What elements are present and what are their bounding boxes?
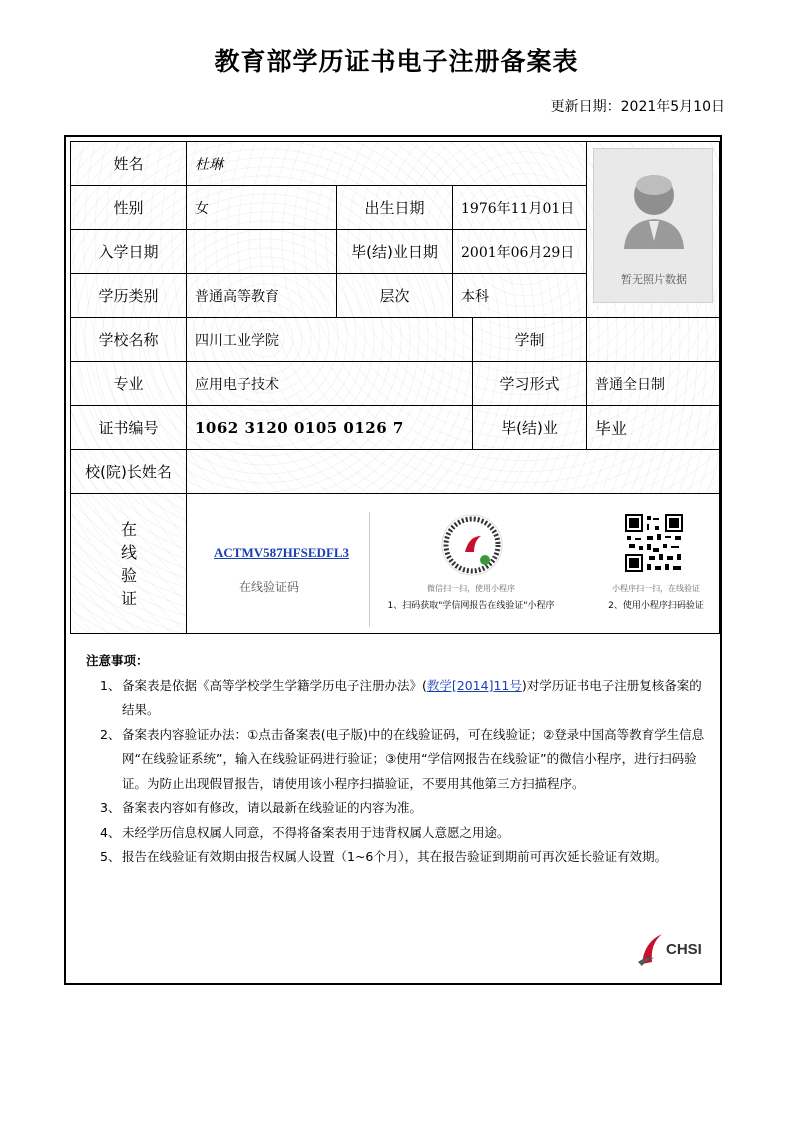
study-form-label: 学习形式 — [473, 362, 587, 406]
chsi-bird-icon — [636, 932, 666, 966]
note-text: )对学历证书电子注册复核备案的结果。 — [122, 677, 702, 717]
note-item — [86, 821, 706, 846]
major-value: 应用电子技术 — [187, 362, 473, 406]
note-text: 报告在线验证有效期由报告权属人设置（1~6个月），其在报告验证到期前可再次延长验证有效期。 — [122, 849, 668, 864]
name-value: 杜琳 — [187, 142, 587, 186]
birth-label: 出生日期 — [337, 186, 453, 230]
principal-value — [187, 450, 719, 494]
page-title: 教育部学历证书电子注册备案表 — [214, 47, 579, 76]
mini-program-caption: 1、扫码获取"学信网报告在线验证"小程序 — [387, 601, 555, 611]
grad-date-value: 2001年06月29日 — [453, 230, 587, 274]
person-placeholder-icon — [594, 149, 714, 269]
verify-char-2: 线 — [120, 542, 137, 562]
name-label: 姓名 — [71, 142, 187, 186]
note-text: 备案表内容如有修改，请以最新在线验证的内容为准。 — [122, 800, 423, 815]
grad-status-value: 毕业 — [587, 406, 719, 450]
mini-program-code-icon — [441, 514, 503, 576]
note-number: 5、 — [100, 849, 121, 864]
photo-text: 暂无照片数据 — [621, 273, 687, 286]
birth-value: 1976年11月01日 — [453, 186, 587, 230]
enroll-value — [187, 230, 337, 274]
principal-label: 校(院)长姓名 — [71, 450, 187, 494]
regulation-link[interactable]: 教学[2014]11号 — [426, 677, 522, 693]
info-table — [70, 141, 720, 634]
edu-type-value: 普通高等教育 — [187, 274, 337, 318]
qr-code-icon — [623, 512, 685, 574]
mini-program-hint: 微信扫一扫，使用小程序 — [427, 584, 515, 593]
chsi-logo — [636, 932, 702, 966]
major-label: 专业 — [71, 362, 187, 406]
registration-form — [64, 135, 722, 985]
qr-caption: 2、使用小程序扫码验证 — [608, 601, 704, 611]
note-text: 备案表是依据《高等学校学生学籍学历电子注册办法》( — [122, 677, 427, 693]
note-text: 未经学历信息权属人同意，不得将备案表用于违背权属人意愿之用途。 — [122, 824, 510, 840]
qr-hint: 小程序扫一扫，在线验证 — [612, 584, 700, 593]
level-value: 本科 — [453, 274, 587, 318]
cert-label: 证书编号 — [71, 406, 187, 450]
divider — [369, 512, 370, 627]
note-item — [86, 723, 706, 797]
study-form-value: 普通全日制 — [587, 362, 719, 406]
level-label: 层次 — [337, 274, 453, 318]
photo-placeholder — [593, 148, 713, 303]
note-item — [86, 796, 706, 821]
gender-value: 女 — [187, 186, 337, 230]
verification-code-link[interactable]: ACTMV587HFSEDFL3 — [214, 545, 350, 560]
enroll-label: 入学日期 — [71, 230, 187, 274]
photo-cell — [587, 142, 719, 318]
note-number: 4、 — [100, 824, 121, 840]
update-date: 更新日期：2021年5月10日 — [550, 99, 725, 115]
verify-label — [71, 494, 187, 633]
chsi-logo-text: CHSI — [666, 940, 702, 958]
notes-heading: 注意事项： — [86, 653, 149, 668]
verify-char-4: 证 — [120, 588, 137, 608]
verify-char-3: 验 — [120, 565, 137, 585]
verification-code-caption: 在线验证码 — [239, 580, 300, 594]
school-label: 学校名称 — [71, 318, 187, 362]
gender-label: 性别 — [71, 186, 187, 230]
verify-label-cell — [71, 494, 187, 633]
note-item — [86, 845, 706, 870]
edu-type-label: 学历类别 — [71, 274, 187, 318]
note-text: 备案表内容验证办法：①点击备案表(电子版)中的在线验证码，可在线验证；②登录中国高等教育学生信息网“在线验证系统”，输入在线验证码进行验证；③使用“学信网报告在线验证”的微信小程序，进行扫码验证。为防止出现假冒报告，请使用该小程序扫描验证，不要用其他第三方扫描程序。 — [122, 726, 705, 791]
duration-value — [587, 318, 719, 362]
grad-date-label: 毕(结)业日期 — [337, 230, 453, 274]
school-value: 四川工业学院 — [187, 318, 473, 362]
duration-label: 学制 — [473, 318, 587, 362]
verify-char-1: 在 — [120, 519, 137, 539]
note-item — [86, 674, 706, 723]
note-number: 3、 — [100, 800, 121, 815]
note-number: 1、 — [100, 677, 121, 693]
grad-status-label: 毕(结)业 — [473, 406, 587, 450]
notes-section — [86, 649, 706, 870]
note-number: 2、 — [100, 726, 121, 742]
cert-value: 1062 3120 0105 0126 7 — [187, 406, 473, 450]
